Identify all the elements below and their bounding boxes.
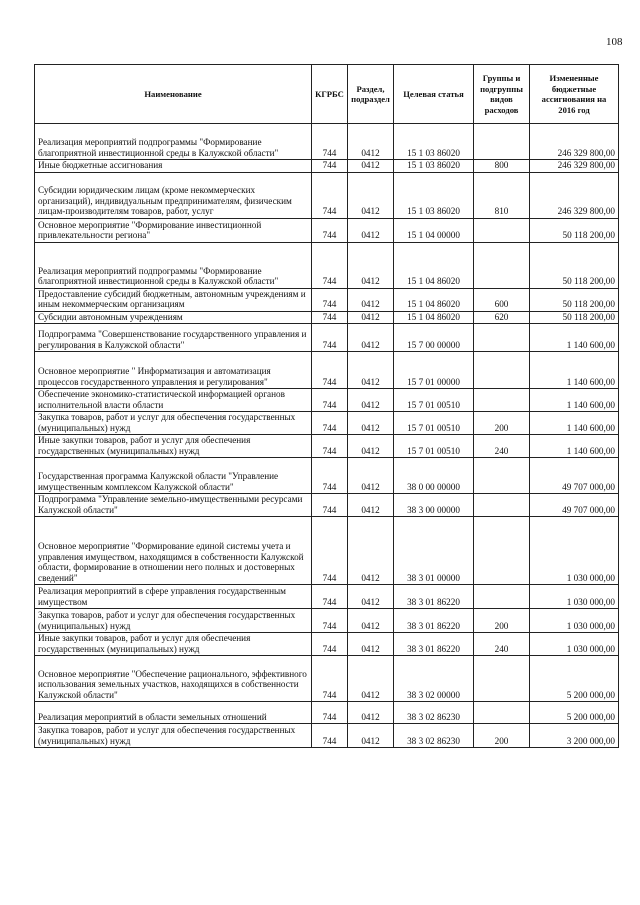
row-kgrbs-cell: 744 <box>312 435 348 458</box>
row-amount-cell: 1 140 600,00 <box>530 324 619 352</box>
row-target-cell: 38 3 02 86230 <box>394 702 474 724</box>
row-group-cell <box>474 124 530 160</box>
budget-table <box>34 64 619 748</box>
table-row <box>35 494 619 517</box>
row-razdel-cell: 0412 <box>348 633 394 656</box>
row-group-cell <box>474 656 530 702</box>
row-kgrbs-cell: 744 <box>312 389 348 412</box>
row-name-cell: Иные бюджетные ассигнования <box>35 160 312 173</box>
row-group-cell: 600 <box>474 288 530 311</box>
row-amount-cell: 5 200 000,00 <box>530 702 619 724</box>
row-group-cell: 800 <box>474 160 530 173</box>
row-razdel-cell: 0412 <box>348 724 394 748</box>
row-kgrbs-cell: 744 <box>312 494 348 517</box>
row-group-cell: 810 <box>474 172 530 218</box>
row-name-cell: Государственная программа Калужской области "Управление имущественным комплексом Калужской области" <box>35 458 312 494</box>
row-target-cell: 15 1 04 86020 <box>394 288 474 311</box>
row-name-cell: Иные закупки товаров, работ и услуг для обеспечения государственных (муниципальных) нужд <box>35 435 312 458</box>
row-amount-cell: 50 118 200,00 <box>530 218 619 242</box>
row-name-cell: Закупка товаров, работ и услуг для обеспечения государственных (муниципальных) нужд <box>35 609 312 633</box>
row-group-cell: 200 <box>474 724 530 748</box>
row-kgrbs-cell: 744 <box>312 724 348 748</box>
row-amount-cell: 50 118 200,00 <box>530 311 619 324</box>
row-kgrbs-cell: 744 <box>312 585 348 609</box>
row-target-cell: 15 7 01 00510 <box>394 389 474 412</box>
row-kgrbs-cell: 744 <box>312 517 348 585</box>
row-target-cell: 15 1 03 86020 <box>394 160 474 173</box>
row-kgrbs-cell: 744 <box>312 242 348 288</box>
row-group-cell <box>474 352 530 389</box>
row-group-cell <box>474 218 530 242</box>
table-row <box>35 702 619 724</box>
row-target-cell: 38 0 00 00000 <box>394 458 474 494</box>
header-kgrbs: КГРБС <box>312 65 348 124</box>
row-amount-cell: 246 329 800,00 <box>530 160 619 173</box>
row-target-cell: 15 1 04 00000 <box>394 218 474 242</box>
row-razdel-cell: 0412 <box>348 242 394 288</box>
row-target-cell: 15 7 01 00510 <box>394 435 474 458</box>
row-target-cell: 38 3 00 00000 <box>394 494 474 517</box>
table-row <box>35 324 619 352</box>
row-razdel-cell: 0412 <box>348 458 394 494</box>
row-amount-cell: 49 707 000,00 <box>530 494 619 517</box>
row-razdel-cell: 0412 <box>348 435 394 458</box>
row-name-cell: Реализация мероприятий в области земельных отношений <box>35 702 312 724</box>
row-group-cell: 200 <box>474 609 530 633</box>
row-target-cell: 38 3 01 00000 <box>394 517 474 585</box>
row-razdel-cell: 0412 <box>348 172 394 218</box>
table-header-row <box>35 65 619 124</box>
row-razdel-cell: 0412 <box>348 311 394 324</box>
row-target-cell: 15 1 04 86020 <box>394 311 474 324</box>
row-amount-cell: 246 329 800,00 <box>530 124 619 160</box>
row-target-cell: 38 3 01 86220 <box>394 609 474 633</box>
table-row <box>35 288 619 311</box>
table-row <box>35 724 619 748</box>
row-amount-cell: 1 030 000,00 <box>530 585 619 609</box>
table-row <box>35 352 619 389</box>
table-row <box>35 458 619 494</box>
row-group-cell: 240 <box>474 435 530 458</box>
row-target-cell: 15 7 00 00000 <box>394 324 474 352</box>
row-razdel-cell: 0412 <box>348 412 394 435</box>
row-kgrbs-cell: 744 <box>312 412 348 435</box>
table-row <box>35 633 619 656</box>
row-name-cell: Подпрограмма "Управление земельно-имущественными ресурсами Калужской области" <box>35 494 312 517</box>
row-razdel-cell: 0412 <box>348 585 394 609</box>
row-kgrbs-cell: 744 <box>312 218 348 242</box>
row-target-cell: 15 1 03 86020 <box>394 124 474 160</box>
row-kgrbs-cell: 744 <box>312 324 348 352</box>
row-razdel-cell: 0412 <box>348 160 394 173</box>
row-group-cell: 200 <box>474 412 530 435</box>
row-group-cell: 240 <box>474 633 530 656</box>
row-amount-cell: 1 140 600,00 <box>530 389 619 412</box>
row-amount-cell: 49 707 000,00 <box>530 458 619 494</box>
row-amount-cell: 5 200 000,00 <box>530 656 619 702</box>
row-target-cell: 38 3 02 86230 <box>394 724 474 748</box>
row-razdel-cell: 0412 <box>348 324 394 352</box>
header-razdel: Раздел, подраздел <box>348 65 394 124</box>
row-amount-cell: 246 329 800,00 <box>530 172 619 218</box>
row-amount-cell: 1 030 000,00 <box>530 609 619 633</box>
row-amount-cell: 50 118 200,00 <box>530 288 619 311</box>
row-razdel-cell: 0412 <box>348 517 394 585</box>
row-razdel-cell: 0412 <box>348 702 394 724</box>
row-kgrbs-cell: 744 <box>312 352 348 389</box>
row-name-cell: Реализация мероприятий в сфере управления государственным имуществом <box>35 585 312 609</box>
row-name-cell: Закупка товаров, работ и услуг для обеспечения государственных (муниципальных) нужд <box>35 724 312 748</box>
table-row <box>35 311 619 324</box>
row-target-cell: 15 7 01 00000 <box>394 352 474 389</box>
row-name-cell: Основное мероприятие "Формирование единой системы учета и управления имуществом, находящимся в собственности Калужской области, формирование в отношении него полных и достоверных сведений" <box>35 517 312 585</box>
table-row <box>35 656 619 702</box>
header-amount: Измененные бюджетные ассигнования на 2016 год <box>530 65 619 124</box>
row-group-cell <box>474 517 530 585</box>
row-kgrbs-cell: 744 <box>312 172 348 218</box>
table-row <box>35 124 619 160</box>
row-kgrbs-cell: 744 <box>312 656 348 702</box>
row-kgrbs-cell: 744 <box>312 160 348 173</box>
row-razdel-cell: 0412 <box>348 288 394 311</box>
row-group-cell <box>474 242 530 288</box>
row-name-cell: Субсидии автономным учреждениям <box>35 311 312 324</box>
table-row <box>35 389 619 412</box>
row-target-cell: 15 1 04 86020 <box>394 242 474 288</box>
row-name-cell: Основное мероприятие "Формирование инвестиционной привлекательности региона" <box>35 218 312 242</box>
table-row <box>35 172 619 218</box>
table-row <box>35 609 619 633</box>
row-name-cell: Иные закупки товаров, работ и услуг для обеспечения государственных (муниципальных) нужд <box>35 633 312 656</box>
table-row <box>35 218 619 242</box>
row-name-cell: Реализация мероприятий подпрограммы "Формирование благоприятной инвестиционной среды в Калужской области" <box>35 242 312 288</box>
table-row <box>35 242 619 288</box>
row-name-cell: Основное мероприятие " Информатизация и автоматизация процессов государственного управления и регулирования" <box>35 352 312 389</box>
row-target-cell: 38 3 01 86220 <box>394 633 474 656</box>
row-amount-cell: 1 140 600,00 <box>530 412 619 435</box>
table-row <box>35 412 619 435</box>
row-group-cell <box>474 702 530 724</box>
row-target-cell: 15 1 03 86020 <box>394 172 474 218</box>
row-amount-cell: 1 140 600,00 <box>530 352 619 389</box>
row-target-cell: 38 3 02 00000 <box>394 656 474 702</box>
row-kgrbs-cell: 744 <box>312 458 348 494</box>
row-name-cell: Реализация мероприятий подпрограммы "Формирование благоприятной инвестиционной среды в Калужской области" <box>35 124 312 160</box>
row-razdel-cell: 0412 <box>348 352 394 389</box>
row-group-cell <box>474 494 530 517</box>
row-group-cell <box>474 389 530 412</box>
row-razdel-cell: 0412 <box>348 389 394 412</box>
row-razdel-cell: 0412 <box>348 218 394 242</box>
table-row <box>35 435 619 458</box>
row-name-cell: Субсидии юридическим лицам (кроме некоммерческих организаций), индивидуальным предпринимателям, физическим лицам-производителям товаров, работ, услуг <box>35 172 312 218</box>
row-kgrbs-cell: 744 <box>312 124 348 160</box>
row-kgrbs-cell: 744 <box>312 609 348 633</box>
table-row <box>35 585 619 609</box>
row-razdel-cell: 0412 <box>348 494 394 517</box>
header-group: Группы и подгруппы видов расходов <box>474 65 530 124</box>
row-target-cell: 38 3 01 86220 <box>394 585 474 609</box>
row-amount-cell: 1 030 000,00 <box>530 633 619 656</box>
header-target: Целевая статья <box>394 65 474 124</box>
row-name-cell: Обеспечение экономико-статистической информацией органов исполнительной власти области <box>35 389 312 412</box>
row-name-cell: Закупка товаров, работ и услуг для обеспечения государственных (муниципальных) нужд <box>35 412 312 435</box>
row-amount-cell: 1 030 000,00 <box>530 517 619 585</box>
row-name-cell: Подпрограмма "Совершенствование государственного управления и регулирования в Калужской области" <box>35 324 312 352</box>
row-razdel-cell: 0412 <box>348 609 394 633</box>
row-group-cell <box>474 324 530 352</box>
table-row <box>35 517 619 585</box>
table-row <box>35 160 619 173</box>
row-razdel-cell: 0412 <box>348 124 394 160</box>
row-amount-cell: 3 200 000,00 <box>530 724 619 748</box>
row-group-cell <box>474 458 530 494</box>
row-target-cell: 15 7 01 00510 <box>394 412 474 435</box>
header-name: Наименование <box>35 65 312 124</box>
row-kgrbs-cell: 744 <box>312 633 348 656</box>
row-name-cell: Предоставление субсидий бюджетным, автономным учреждениям и иным некоммерческим организациям <box>35 288 312 311</box>
page-number: 108 <box>606 36 623 48</box>
row-name-cell: Основное мероприятие "Обеспечение рационального, эффективного использования земельных участков, находящихся в собственности Калужской области" <box>35 656 312 702</box>
row-kgrbs-cell: 744 <box>312 702 348 724</box>
row-group-cell: 620 <box>474 311 530 324</box>
row-kgrbs-cell: 744 <box>312 288 348 311</box>
row-kgrbs-cell: 744 <box>312 311 348 324</box>
row-amount-cell: 50 118 200,00 <box>530 242 619 288</box>
row-group-cell <box>474 585 530 609</box>
row-amount-cell: 1 140 600,00 <box>530 435 619 458</box>
row-razdel-cell: 0412 <box>348 656 394 702</box>
